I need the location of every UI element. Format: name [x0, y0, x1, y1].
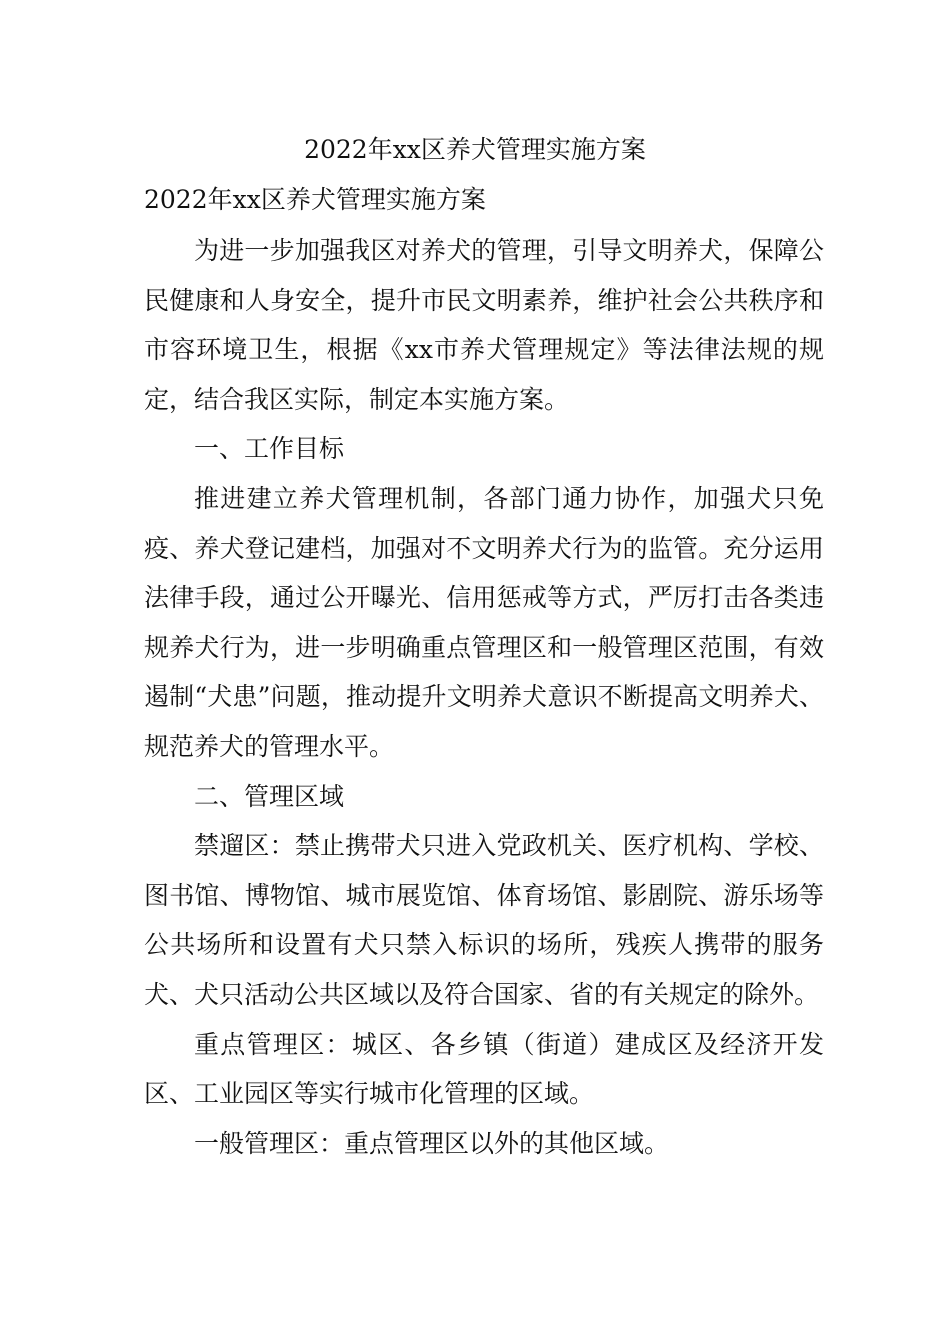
- goals-paragraph: 推进建立养犬管理机制，各部门通力协作，加强犬只免疫、养犬登记建档，加强对不文明养犬行为的监管。充分运用法律手段，通过公开曝光、信用惩戒等方式，严厉打击各类违规养犬行为，进一步明确重点管理区和一般管理区范围，有效遏制“犬患”问题，推动提升文明养犬意识不断提高文明养犬、规范养犬的管理水平。: [144, 483, 824, 761]
- document-body: [144, 226, 824, 1168]
- intro-paragraph: 为进一步加强我区对养犬的管理，引导文明养犬，保障公民健康和人身安全，提升市民文明素养，维护社会公共秩序和市容环境卫生，根据《xx市养犬管理规定》等法律法规的规定，结合我区实际，制定本实施方案。: [144, 236, 824, 414]
- general-area-paragraph: 一般管理区：重点管理区以外的其他区域。: [194, 1128, 670, 1158]
- document-title: 2022年xx区养犬管理实施方案: [304, 135, 646, 164]
- section-heading-areas: 二、管理区域: [194, 781, 345, 811]
- prohibited-area-paragraph: 禁遛区：禁止携带犬只进入党政机关、医疗机构、学校、图书馆、博物馆、城市展览馆、体育场馆、影剧院、游乐场等公共场所和设置有犬只禁入标识的场所，残疾人携带的服务犬、犬只活动公共区域以及符合国家、省的有关规定的除外。: [144, 831, 824, 1009]
- section-heading-goals: 一、工作目标: [194, 434, 345, 464]
- document-subtitle: 2022年xx区养犬管理实施方案: [144, 185, 486, 214]
- key-area-paragraph: 重点管理区：城区、各乡镇（街道）建成区及经济开发区、工业园区等实行城市化管理的区域。: [144, 1029, 824, 1109]
